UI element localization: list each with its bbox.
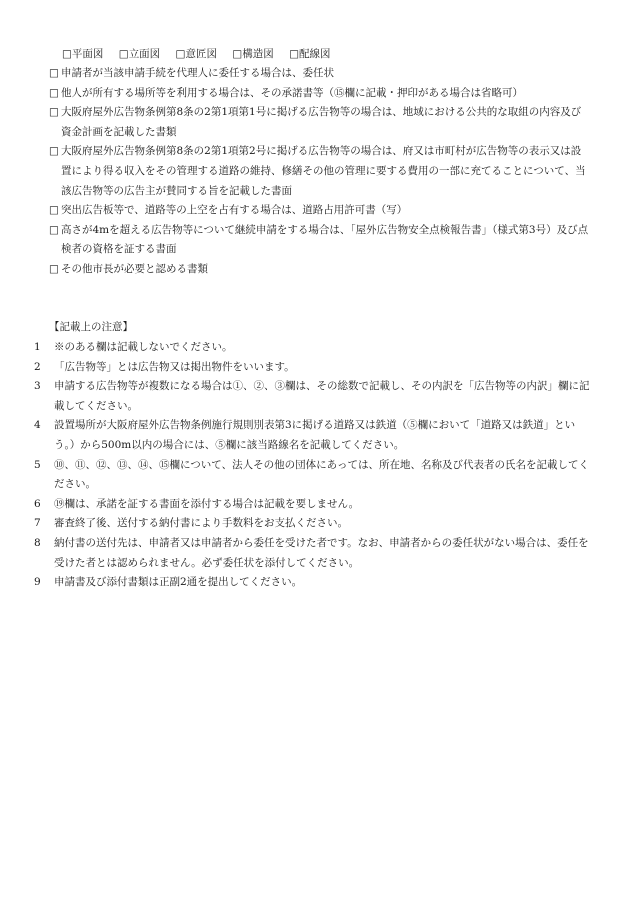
checklist-item-text: 大阪府屋外広告物条例第8条の2第1項第1号に掲げる広告物等の場合は、地域における公共的な取組の内容及び資金計画を記載した書類 <box>61 106 582 138</box>
note-text: 審査終了後、送付する納付書により手数料をお支払ください。 <box>54 517 348 530</box>
note-number: 2 <box>34 360 41 373</box>
checkbox-icon[interactable]: □ <box>118 48 129 60</box>
notes-list <box>34 338 594 593</box>
note-number: 7 <box>34 517 41 530</box>
notes-heading: 【記載上の注意】 <box>49 321 133 333</box>
drawing-label: 意匠図 <box>185 48 217 60</box>
note-text: 申請する広告物等が複数になる場合は①、②、③欄は、その総数で記載し、その内訳を「広告物等の内訳」欄に記載してください。 <box>54 380 590 412</box>
note-number: 8 <box>34 536 41 549</box>
checkbox-icon[interactable]: □ <box>49 106 59 119</box>
drawing-option-plan[interactable] <box>62 45 103 65</box>
checklist-item-sponsor-agreement[interactable] <box>49 142 591 201</box>
drawing-label: 構造図 <box>242 48 274 60</box>
note-number: 9 <box>34 576 41 589</box>
checkbox-icon[interactable]: □ <box>49 204 59 217</box>
checklist-item-text: 突出広告板等で、道路等の上空を占有する場合は、道路占用許可書（写） <box>61 204 408 217</box>
checkbox-icon[interactable]: □ <box>49 67 59 79</box>
drawing-option-elevation[interactable] <box>119 45 160 65</box>
note-item <box>34 416 594 455</box>
checkbox-icon[interactable]: □ <box>49 86 59 99</box>
checklist-item-consent-document[interactable] <box>49 84 591 104</box>
note-item <box>34 573 594 593</box>
note-text: 「広告物等」とは広告物又は掲出物件をいいます。 <box>54 360 295 373</box>
checklist-item-power-of-attorney[interactable] <box>49 64 591 84</box>
checkbox-icon[interactable]: □ <box>232 48 243 60</box>
note-text: 納付書の送付先は、申請者又は申請者から委任を受けた者です。なお、申請者からの委任状がない場合は、委任を受けた者とは認められません。必ず委任状を添付してください。 <box>54 536 589 569</box>
checkbox-icon[interactable]: □ <box>49 145 59 158</box>
note-number: 6 <box>34 497 41 510</box>
attachment-checklist <box>49 64 591 280</box>
drawing-label: 平面図 <box>71 48 104 60</box>
drawing-option-design[interactable] <box>176 45 217 65</box>
note-text: 申請書及び添付書類は正副2通を提出してください。 <box>54 576 303 589</box>
note-item <box>34 514 594 534</box>
checklist-item-road-occupancy-permit[interactable] <box>49 201 591 221</box>
checkbox-icon[interactable]: □ <box>175 48 186 60</box>
checkbox-icon[interactable]: □ <box>49 262 59 275</box>
note-item <box>34 456 594 495</box>
note-item <box>34 377 594 416</box>
checklist-item-text: 大阪府屋外広告物条例第8条の2第1項第2号に掲げる広告物等の場合は、府又は市町村が広告物等の表示又は設置により得る収入をその管理する道路の維持、修繕その他の管理に要する費用の一部に充てることについて、当該広告物等の広告主が賛同する旨を記載した書面 <box>61 145 586 197</box>
drawing-type-checkboxes <box>62 45 342 65</box>
note-text: 設置場所が大阪府屋外広告物条例施行規則別表第3に掲げる道路又は鉄道（⑤欄において「道路又は鉄道」という。）から500m以内の場合には、⑤欄に該当路線名を記載してください。 <box>54 419 576 451</box>
note-item <box>34 338 594 358</box>
checklist-item-text: 他人が所有する場所等を利用する場合は、その承諾書等（⑮欄に記載・押印がある場合は省略可） <box>61 86 523 99</box>
checklist-item-text: 高さが4mを超える広告物等について継続申請をする場合は、「屋外広告物安全点検報告書」（様式第3号）及び点検者の資格を証する書面 <box>61 223 589 256</box>
checklist-item-text: 申請者が当該申請手続を代理人に委任する場合は、委任状 <box>61 67 334 79</box>
note-item <box>34 495 594 515</box>
note-text: ⑩、⑪、⑫、⑬、⑭、⑮欄について、法人その他の団体にあっては、所在地、名称及び代表者の氏名を記載してください。 <box>54 458 589 491</box>
drawing-label: 立面図 <box>128 48 161 60</box>
checklist-item-safety-inspection-report[interactable] <box>49 221 591 260</box>
checkbox-icon[interactable]: □ <box>289 48 299 60</box>
drawing-option-structure[interactable] <box>232 45 273 65</box>
checkbox-icon[interactable]: □ <box>49 223 59 236</box>
checklist-item-text: その他市長が必要と認める書類 <box>61 262 208 275</box>
checklist-item-public-initiative-plan[interactable] <box>49 103 591 142</box>
drawing-option-wiring[interactable] <box>289 45 330 65</box>
checkbox-icon[interactable]: □ <box>62 48 72 60</box>
note-item <box>34 358 594 378</box>
drawing-label: 配線図 <box>298 48 331 60</box>
note-number: 1 <box>34 341 41 353</box>
note-item <box>34 534 594 573</box>
note-number: 5 <box>34 458 41 471</box>
note-number: 4 <box>34 419 41 432</box>
checklist-item-other-documents[interactable] <box>49 260 591 280</box>
note-number: 3 <box>34 380 41 393</box>
note-text: ※のある欄は記載しないでください。 <box>54 341 233 353</box>
note-text: ⑲欄は、承諾を証する書面を添付する場合は記載を要しません。 <box>54 497 360 510</box>
